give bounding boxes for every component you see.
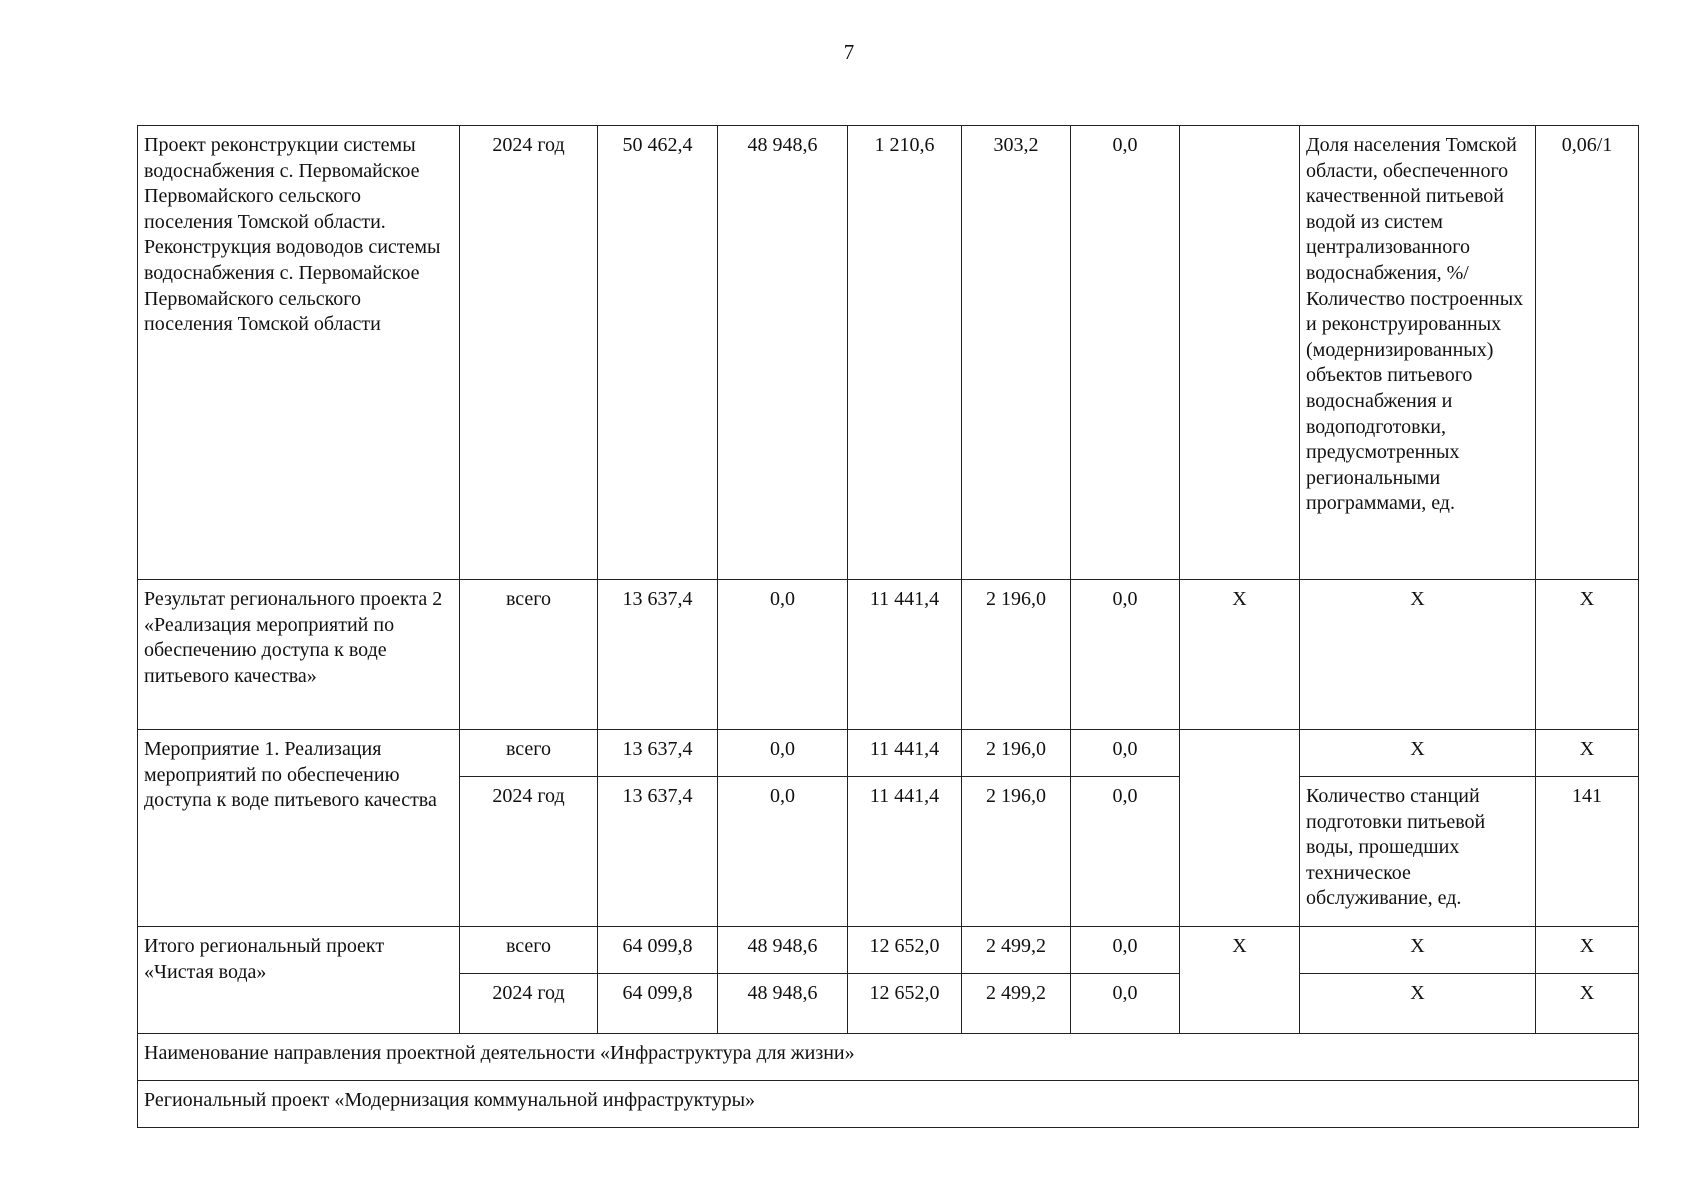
- measure1-total-indicator-cell: Х: [1300, 730, 1536, 777]
- measure1-year-local-cell: 2 196,0: [962, 777, 1071, 927]
- regional-project-cell: Региональный проект «Модернизация коммунальной инфраструктуры»: [138, 1081, 1639, 1128]
- measure1-total-indicator-value-cell: Х: [1536, 730, 1639, 777]
- table-row-direction: [138, 1034, 1639, 1081]
- measure1-name-cell: Мероприятие 1. Реализация мероприятий по обеспечению доступа к воде питьевого качества: [138, 730, 460, 927]
- totals-total-total-cell: 64 099,8: [598, 927, 718, 974]
- table-row-totals-total: [138, 927, 1639, 974]
- totals-year-indicator-value-cell: Х: [1536, 974, 1639, 1034]
- table-row-measure1-total: [138, 730, 1639, 777]
- result2-total-cell: 13 637,4: [598, 580, 718, 730]
- totals-year-extra-cell: 0,0: [1071, 974, 1180, 1034]
- measure1-total-federal-cell: 0,0: [718, 730, 848, 777]
- result2-period-cell: всего: [460, 580, 598, 730]
- project-local-cell: 303,2: [962, 126, 1071, 580]
- table-row-project: [138, 126, 1639, 580]
- result2-extra-cell: 0,0: [1071, 580, 1180, 730]
- totals-year-federal-cell: 48 948,6: [718, 974, 848, 1034]
- result2-name-cell: Результат регионального проекта 2 «Реализация мероприятий по обеспечению доступа к воде питьевого качества»: [138, 580, 460, 730]
- measure1-year-indicator-cell: Количество станций подготовки питьевой воды, прошедших техническое обслуживание, ед.: [1300, 777, 1536, 927]
- measure1-total-regional-cell: 11 441,4: [848, 730, 962, 777]
- totals-year-regional-cell: 12 652,0: [848, 974, 962, 1034]
- measure1-year-indicator-value-cell: 141: [1536, 777, 1639, 927]
- measure1-year-federal-cell: 0,0: [718, 777, 848, 927]
- project-federal-cell: 48 948,6: [718, 126, 848, 580]
- totals-participant-cell: Х: [1180, 927, 1300, 1034]
- result2-regional-cell: 11 441,4: [848, 580, 962, 730]
- measure1-total-total-cell: 13 637,4: [598, 730, 718, 777]
- measure1-year-extra-cell: 0,0: [1071, 777, 1180, 927]
- page-number: 7: [843, 40, 855, 64]
- result2-indicator-cell: Х: [1300, 580, 1536, 730]
- direction-cell: Наименование направления проектной деятельности «Инфраструктура для жизни»: [138, 1034, 1639, 1081]
- measure1-year-total-cell: 13 637,4: [598, 777, 718, 927]
- budget-table: [137, 125, 1639, 1128]
- totals-total-period-cell: всего: [460, 927, 598, 974]
- result2-participant-cell: Х: [1180, 580, 1300, 730]
- totals-year-indicator-cell: Х: [1300, 974, 1536, 1034]
- totals-total-federal-cell: 48 948,6: [718, 927, 848, 974]
- project-regional-cell: 1 210,6: [848, 126, 962, 580]
- project-total-cell: 50 462,4: [598, 126, 718, 580]
- project-participant-cell: [1180, 126, 1300, 580]
- project-extra-cell: 0,0: [1071, 126, 1180, 580]
- totals-total-indicator-cell: Х: [1300, 927, 1536, 974]
- totals-year-period-cell: 2024 год: [460, 974, 598, 1034]
- measure1-total-extra-cell: 0,0: [1071, 730, 1180, 777]
- totals-year-total-cell: 64 099,8: [598, 974, 718, 1034]
- result2-indicator-value-cell: Х: [1536, 580, 1639, 730]
- project-period-cell: 2024 год: [460, 126, 598, 580]
- table-row-regional-project: [138, 1081, 1639, 1128]
- measure1-total-local-cell: 2 196,0: [962, 730, 1071, 777]
- project-indicator-value-cell: 0,06/1: [1536, 126, 1639, 580]
- project-indicator-cell: Доля населения Томской области, обеспеченного качественной питьевой водой из систем централизованного водоснабжения, %/ Количество построенных и реконструированных (модернизированных) объектов питьевого водоснабжения и водоподготовки, предусмотренных региональными программами, ед.: [1300, 126, 1536, 580]
- totals-total-local-cell: 2 499,2: [962, 927, 1071, 974]
- measure1-total-period-cell: всего: [460, 730, 598, 777]
- totals-year-local-cell: 2 499,2: [962, 974, 1071, 1034]
- measure1-participant-cell: [1180, 730, 1300, 927]
- totals-total-indicator-value-cell: Х: [1536, 927, 1639, 974]
- totals-name-cell: Итого региональный проект «Чистая вода»: [138, 927, 460, 1034]
- result2-local-cell: 2 196,0: [962, 580, 1071, 730]
- result2-federal-cell: 0,0: [718, 580, 848, 730]
- totals-total-regional-cell: 12 652,0: [848, 927, 962, 974]
- totals-total-extra-cell: 0,0: [1071, 927, 1180, 974]
- project-name-cell: Проект реконструкции системы водоснабжения с. Первомайское Первомайского сельского поселения Томской области. Реконструкция водоводов системы водоснабжения с. Первомайское Первомайского сельского поселения Томской области: [138, 126, 460, 580]
- measure1-year-regional-cell: 11 441,4: [848, 777, 962, 927]
- measure1-year-period-cell: 2024 год: [460, 777, 598, 927]
- table-row-result2: [138, 580, 1639, 730]
